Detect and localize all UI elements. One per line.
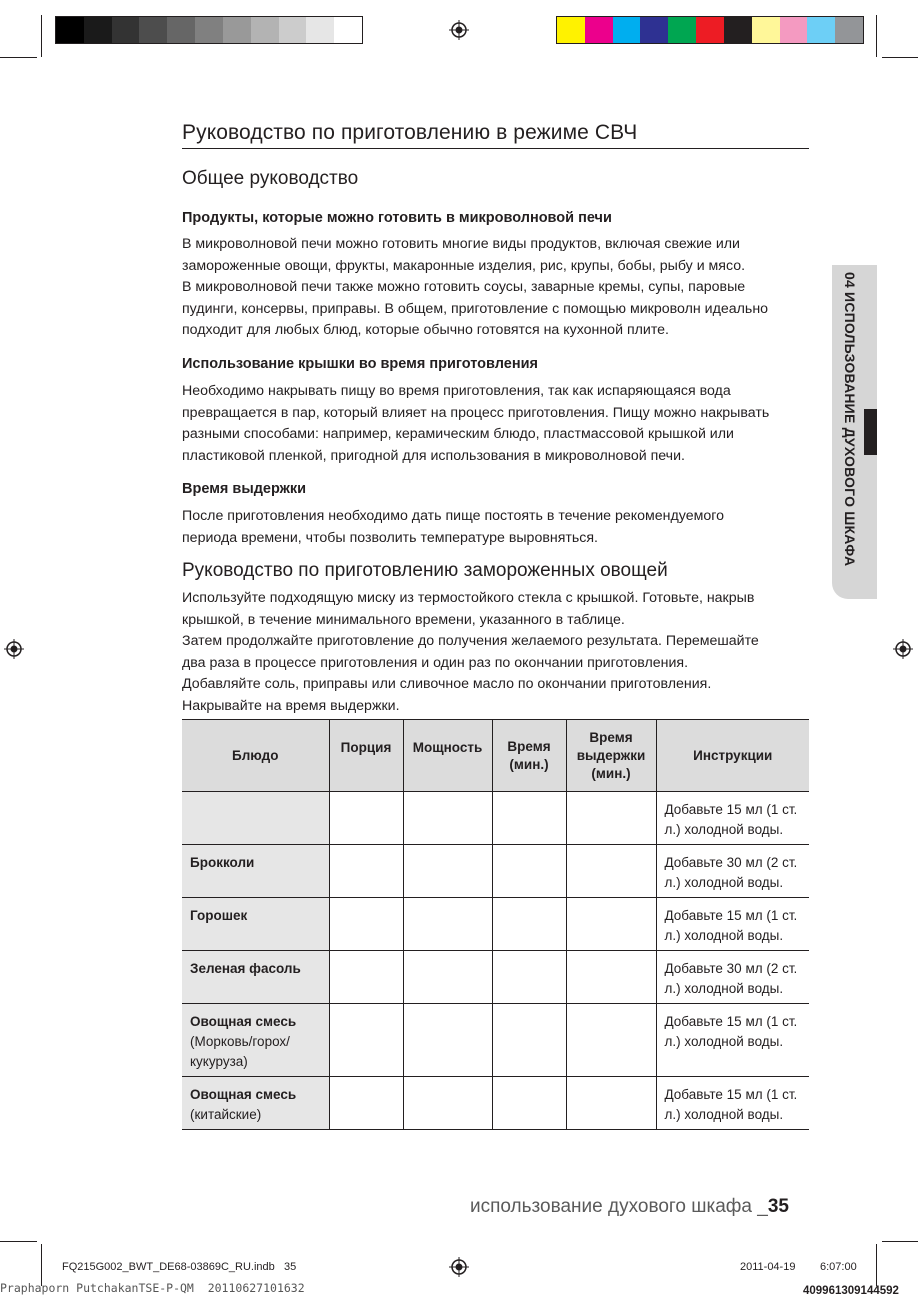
color-swatch — [835, 17, 863, 43]
cell-standing — [566, 1077, 656, 1130]
frozen-veg-heading: Руководство по приготовлению замороженных овощей — [182, 560, 668, 581]
cell-portion — [329, 1077, 403, 1130]
cell-time — [492, 898, 566, 951]
cell-dish — [182, 792, 329, 845]
color-swatch — [279, 17, 307, 43]
color-swatch — [585, 17, 613, 43]
cell-portion — [329, 951, 403, 1004]
color-swatch — [84, 17, 112, 43]
cell-time — [492, 1004, 566, 1077]
text-line: превращается в пар, который влияет на процесс приготовления. Пищу можно накрывать — [182, 404, 770, 421]
text-line: Накрывайте на время выдержки. — [182, 697, 400, 714]
column-header-power: Мощность — [403, 720, 492, 792]
crop-mark — [882, 1241, 918, 1242]
process-color-bar — [556, 16, 864, 44]
section-heading: Время выдержки — [182, 481, 307, 497]
dish-name: Овощная смесь — [190, 1014, 297, 1029]
cell-standing — [566, 951, 656, 1004]
section-heading: Продукты, которые можно готовить в микроволновой печи — [182, 210, 612, 226]
cell-time — [492, 845, 566, 898]
cell-power — [403, 845, 492, 898]
color-swatch — [139, 17, 167, 43]
cell-power — [403, 898, 492, 951]
registration-mark-icon — [449, 1257, 469, 1277]
crop-mark — [41, 15, 42, 57]
crop-mark — [882, 57, 918, 58]
dish-note: (китайские) — [190, 1107, 262, 1122]
operator-slug: Praphaporn PutchakanTSE-P-QM 20110627101632 — [0, 1281, 305, 1295]
cell-instructions: Добавьте 15 мл (1 ст. л.) холодной воды. — [656, 1077, 809, 1130]
cell-instructions: Добавьте 30 мл (2 ст. л.) холодной воды. — [656, 845, 809, 898]
text-line: Затем продолжайте приготовление до получения желаемого результата. Перемешайте — [182, 633, 759, 649]
text-line: Необходимо накрывать пищу во время приготовления, так как испаряющаяся вода — [182, 383, 731, 399]
table-row — [182, 1004, 809, 1077]
dish-name: Горошек — [190, 908, 248, 923]
text-line: Добавляйте соль, приправы или сливочное масло по окончании приготовления. — [182, 676, 712, 692]
section-heading: Использование крышки во время приготовления — [182, 356, 538, 372]
footer-section-label: использование духового шкафа _ — [470, 1196, 768, 1217]
text-line: разными способами: например, керамическим блюдо, пластмассовой крышкой или — [182, 426, 734, 442]
frozen-vegetables-table — [182, 719, 809, 1130]
cell-power — [403, 792, 492, 845]
text-line: два раза в процессе приготовления и один раз по окончании приготовления. — [182, 654, 689, 671]
text-line: крышкой, в течение минимального времени, указанного в таблице. — [182, 611, 625, 628]
dish-note: (Морковь/горох/ кукуруза) — [190, 1034, 290, 1069]
page-footer — [470, 1196, 789, 1218]
chapter-tab-marker — [864, 409, 877, 455]
text-line: подходит для любых блюд, которые обычно готовятся на кухонной плите. — [182, 322, 669, 338]
text-line: пудинги, консервы, приправы. В общем, приготовление с помощью микроволн идеально — [182, 300, 769, 317]
cell-portion — [329, 898, 403, 951]
color-swatch — [613, 17, 641, 43]
barcode-number: 409961309144592 — [803, 1285, 899, 1297]
chapter-tab-label: 04 ИСПОЛЬЗОВАНИЕ ДУХОВОГО ШКАФА — [842, 272, 858, 567]
cell-time — [492, 792, 566, 845]
file-name-slug: FQ215G002_BWT_DE68-03869C_RU.indb 35 — [62, 1261, 297, 1273]
cell-dish — [182, 1077, 329, 1130]
column-header-dish: Блюдо — [182, 720, 329, 792]
cell-instructions: Добавьте 15 мл (1 ст. л.) холодной воды. — [656, 898, 809, 951]
color-swatch — [306, 17, 334, 43]
page-number: 35 — [767, 1196, 789, 1217]
crop-mark — [0, 1241, 37, 1242]
crop-mark — [876, 15, 877, 57]
cell-instructions: Добавьте 30 мл (2 ст. л.) холодной воды. — [656, 951, 809, 1004]
color-swatch — [251, 17, 279, 43]
title-divider — [182, 148, 809, 149]
registration-mark-icon — [4, 639, 24, 659]
text-line: периода времени, чтобы позволить температуре выровняться. — [182, 529, 598, 546]
section-paragraph — [182, 234, 812, 342]
color-swatch — [780, 17, 808, 43]
table-row — [182, 845, 809, 898]
registration-mark-icon — [449, 20, 469, 40]
column-header-standing-time: Время выдержки (мин.) — [566, 720, 656, 792]
color-swatch — [640, 17, 668, 43]
color-swatch — [167, 17, 195, 43]
print-time: 6:07:00 — [820, 1261, 857, 1273]
text-line: В микроволновой печи можно готовить многие виды продуктов, включая свежие или — [182, 236, 740, 252]
table-header-row — [182, 720, 809, 792]
cell-portion — [329, 792, 403, 845]
column-header-portion: Порция — [329, 720, 403, 792]
frozen-veg-paragraph — [182, 588, 812, 717]
cell-standing — [566, 898, 656, 951]
general-heading: Общее руководство — [182, 168, 359, 189]
cell-instructions: Добавьте 15 мл (1 ст. л.) холодной воды. — [656, 792, 809, 845]
dish-name: Овощная смесь — [190, 1087, 297, 1102]
cell-dish — [182, 898, 329, 951]
color-swatch — [56, 17, 84, 43]
cell-portion — [329, 845, 403, 898]
cell-standing — [566, 845, 656, 898]
cell-dish — [182, 845, 329, 898]
color-swatch — [668, 17, 696, 43]
cell-time — [492, 951, 566, 1004]
dish-name: Зеленая фасоль — [190, 961, 301, 976]
cell-standing — [566, 1004, 656, 1077]
column-header-instructions: Инструкции — [656, 720, 809, 792]
cell-power — [403, 1004, 492, 1077]
color-swatch — [557, 17, 585, 43]
cell-dish — [182, 1004, 329, 1077]
table-row — [182, 951, 809, 1004]
text-line: пластиковой пленкой, пригодной для использования в микроволновой печи. — [182, 447, 685, 464]
color-swatch — [112, 17, 140, 43]
color-swatch — [724, 17, 752, 43]
cell-portion — [329, 1004, 403, 1077]
column-header-time: Время (мин.) — [492, 720, 566, 792]
section-paragraph — [182, 506, 812, 549]
cell-power — [403, 951, 492, 1004]
color-swatch — [223, 17, 251, 43]
page-title: Руководство по приготовлению в режиме СВЧ — [182, 121, 638, 144]
text-line: замороженные овощи, фрукты, макаронные изделия, рис, крупы, бобы, рыбу и мясо. — [182, 257, 746, 274]
crop-mark — [41, 1244, 42, 1286]
cell-power — [403, 1077, 492, 1130]
registration-mark-icon — [893, 639, 913, 659]
color-swatch — [807, 17, 835, 43]
cell-time — [492, 1077, 566, 1130]
text-line: После приготовления необходимо дать пище постоять в течение рекомендуемого — [182, 508, 724, 524]
dish-name: Брокколи — [190, 855, 255, 870]
text-line: Используйте подходящую миску из термостойкого стекла с крышкой. Готовьте, накрыв — [182, 590, 755, 606]
table-row — [182, 792, 809, 845]
color-swatch — [752, 17, 780, 43]
cell-instructions: Добавьте 15 мл (1 ст. л.) холодной воды. — [656, 1004, 809, 1077]
table-row — [182, 1077, 809, 1130]
cell-standing — [566, 792, 656, 845]
section-paragraph — [182, 381, 812, 467]
color-swatch — [195, 17, 223, 43]
color-swatch — [696, 17, 724, 43]
crop-mark — [876, 1244, 877, 1286]
print-date: 2011-04-19 — [740, 1261, 796, 1273]
color-swatch — [334, 17, 362, 43]
gray-color-bar — [55, 16, 363, 44]
table-row — [182, 898, 809, 951]
text-line: В микроволновой печи также можно готовить соусы, заварные кремы, супы, паровые — [182, 279, 746, 295]
cell-dish — [182, 951, 329, 1004]
crop-mark — [0, 57, 37, 58]
